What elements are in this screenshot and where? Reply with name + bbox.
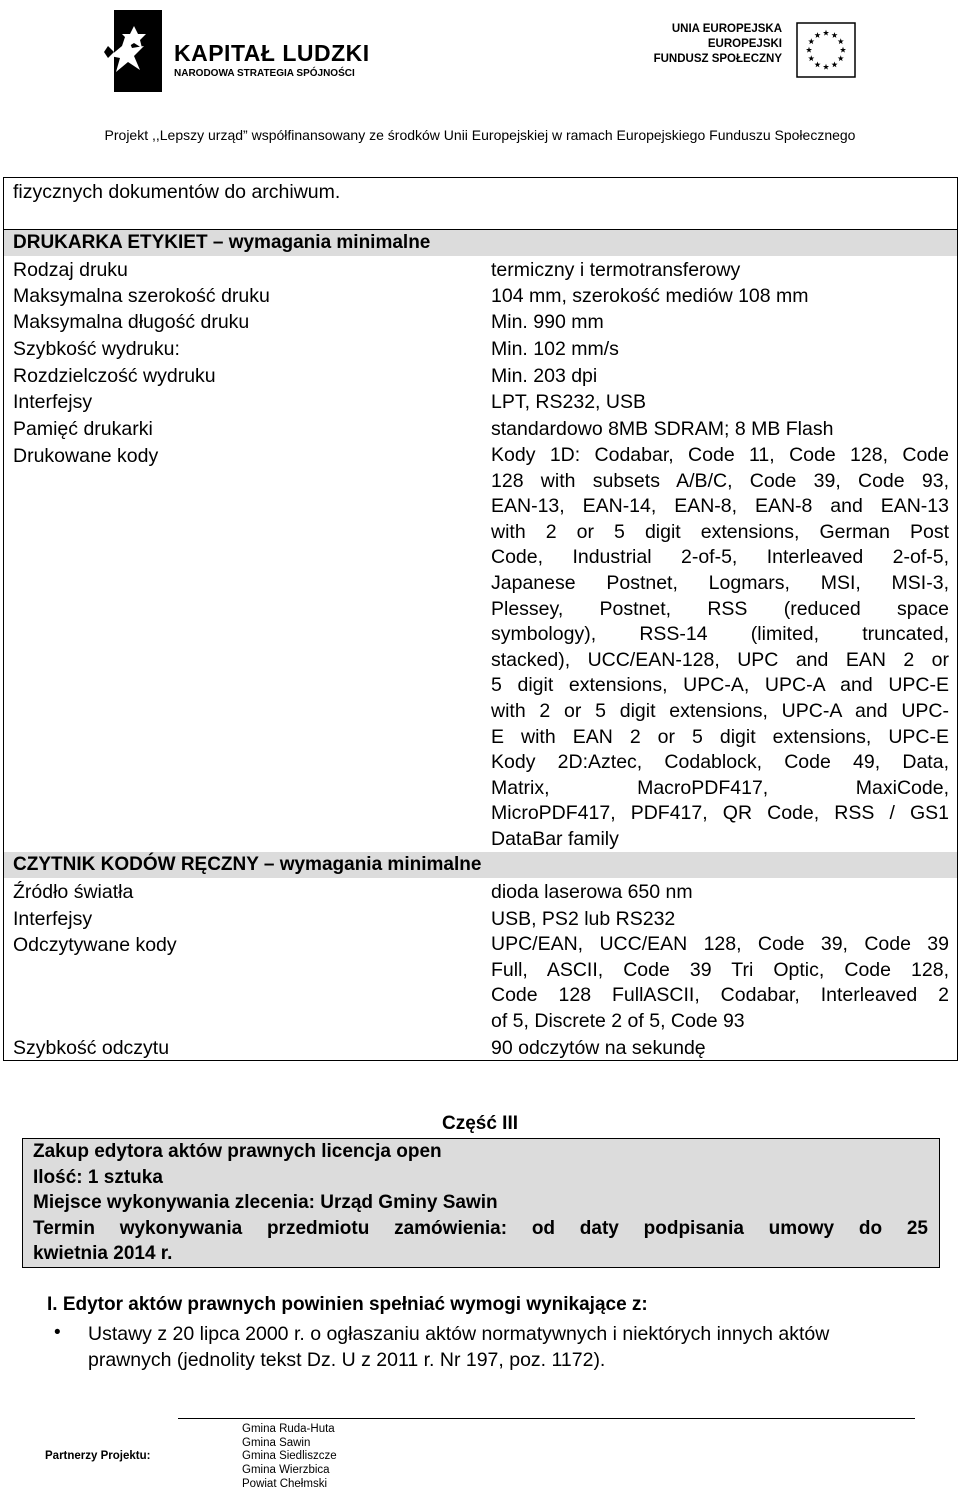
printer-row-label: Maksymalna szerokość druku <box>13 285 270 307</box>
kapital-ludzki-subtitle: NARODOWA STRATEGIA SPÓJNOŚCI <box>174 68 355 79</box>
footer-partner: Gmina Sawin <box>242 1436 311 1449</box>
kapital-ludzki-logo <box>104 6 370 96</box>
printer-row-value: Min. 203 dpi <box>491 365 598 387</box>
printer-row-value: Min. 990 mm <box>491 311 604 333</box>
printer-row-label: Szybkość wydruku: <box>13 338 180 360</box>
specification-table <box>3 177 958 1061</box>
printer-row-label: Maksymalna długość druku <box>13 311 250 333</box>
printer-codes-line: Plessey, Postnet, RSS (reduced space <box>491 597 949 620</box>
part-summary-line: Ilość: 1 sztuka <box>33 1167 163 1188</box>
printer-section-heading: DRUKARKA ETYKIET – wymagania minimalne <box>4 230 957 256</box>
scanner-row-label: Interfejsy <box>13 908 93 930</box>
printer-codes-line: DataBar family <box>491 827 619 850</box>
bullet-icon: • <box>54 1322 61 1343</box>
footer-partner: Powiat Chełmski <box>242 1477 327 1490</box>
eu-logo-text <box>652 22 782 67</box>
scanner-row-value: USB, PS2 lub RS232 <box>491 908 676 930</box>
printer-codes-value <box>491 443 949 853</box>
scanner-codes-line: of 5, Discrete 2 of 5, Code 93 <box>491 1009 745 1032</box>
part-summary-line: Zakup edytora aktów prawnych licencja open <box>33 1141 442 1162</box>
scanner-row-value: dioda laserowa 650 nm <box>491 881 693 903</box>
printer-row-value: termiczny i termotransferowy <box>491 259 741 281</box>
eu-line-1: UNIA EUROPEJSKA <box>671 23 782 35</box>
footer-partners-list <box>242 1423 337 1492</box>
eu-line-2: EUROPEJSKI <box>707 38 782 50</box>
part-summary-line: Termin wykonywania przedmiotu zamówienia: od daty podpisania umowy do 25 <box>33 1218 928 1239</box>
printer-row-value: Min. 102 mm/s <box>491 338 619 360</box>
scanner-codes-value <box>491 932 949 1034</box>
printer-codes-line: 128 with subsets A/B/C, Code 39, Code 93, <box>491 469 949 492</box>
printer-codes-line: stacked), UCC/EAN-128, UPC and EAN 2 or <box>491 648 949 671</box>
eu-flag-icon <box>796 22 856 78</box>
printer-codes-line: Matrix, MacroPDF417, MaxiCode, <box>491 776 949 799</box>
printer-row-label: Rodzaj druku <box>13 259 128 281</box>
page-header <box>0 0 960 150</box>
scanner-speed-label: Szybkość odczytu <box>13 1037 170 1059</box>
kapital-ludzki-emblem-icon <box>104 6 164 94</box>
footer-partner: Gmina Wierzbica <box>242 1464 330 1477</box>
printer-row-label: Interfejsy <box>13 391 93 413</box>
printer-codes-line: Kody 2D:Aztec, Codablock, Code 49, Data, <box>491 751 949 774</box>
printer-codes-line: with 2 or 5 digit extensions, UPC-A and UPC- <box>491 699 949 722</box>
eu-logo <box>652 22 857 80</box>
printer-codes-line: Kody 1D: Codabar, Code 11, Code 128, Code <box>491 444 949 466</box>
scanner-row-label: Źródło światła <box>13 881 134 903</box>
printer-row-value: standardowo 8MB SDRAM; 8 MB Flash <box>491 418 834 440</box>
footer-partners-label: Partnerzy Projektu: <box>45 1450 151 1462</box>
part-title: Część III <box>441 1113 519 1134</box>
printer-codes-line: 5 digit extensions, UPC-A, UPC-A and UPC-E <box>491 674 949 697</box>
footer-partner: Gmina Siedliszcze <box>242 1450 337 1463</box>
requirements-heading: I. Edytor aktów prawnych powinien spełniać wymogi wynikające z: <box>47 1294 648 1315</box>
printer-codes-line: EAN-13, EAN-14, EAN-8, EAN-8 and EAN-13 <box>491 495 949 518</box>
scanner-codes-line: UPC/EAN, UCC/EAN 128, Code 39, Code 39 <box>491 933 949 955</box>
project-line: Projekt ,,Lepszy urząd” współfinansowany ze środków Unii Europejskiej w ramach Europejskiego Funduszu Społecznego <box>104 127 856 143</box>
kapital-ludzki-title: KAPITAŁ LUDZKI <box>174 40 370 66</box>
printer-codes-line: Japanese Postnet, Logmars, MSI, MSI-3, <box>491 571 949 594</box>
eu-line-3: FUNDUSZ SPOŁECZNY <box>653 53 782 65</box>
printer-codes-line: MicroPDF417, PDF417, QR Code, RSS / GS1 <box>491 802 949 825</box>
printer-codes-line: symbology), RSS-14 (limited, truncated, <box>491 623 949 646</box>
printer-row-value: 104 mm, szerokość mediów 108 mm <box>491 285 809 307</box>
part-summary-line: Miejsce wykonywania zlecenia: Urząd Gminy Sawin <box>33 1192 498 1213</box>
printer-codes-line: Code, Industrial 2-of-5, Interleaved 2-of-5, <box>491 546 949 569</box>
printer-codes-label: Drukowane kody <box>13 445 159 467</box>
printer-codes-line: with 2 or 5 digit extensions, German Post <box>491 520 949 543</box>
scanner-codes-label: Odczytywane kody <box>13 934 177 956</box>
footer-divider <box>178 1418 915 1419</box>
bullet-text-line: Ustawy z 20 lipca 2000 r. o ogłaszaniu aktów normatywnych i niektórych innych aktów <box>88 1323 830 1345</box>
footer-partner: Gmina Ruda-Huta <box>242 1423 335 1435</box>
scanner-speed-value: 90 odczytów na sekundę <box>491 1037 706 1059</box>
printer-row-label: Rozdzielczość wydruku <box>13 365 216 387</box>
intro-text: fizycznych dokumentów do archiwum. <box>13 181 341 203</box>
scanner-section-heading: CZYTNIK KODÓW RĘCZNY – wymagania minimalne <box>4 852 957 878</box>
part-summary-box <box>22 1138 940 1268</box>
printer-row-label: Pamięć drukarki <box>13 418 153 440</box>
printer-row-value: LPT, RS232, USB <box>491 391 646 413</box>
bullet-text-line: prawnych (jednolity tekst Dz. U z 2011 r. Nr 197, poz. 1172). <box>88 1349 606 1371</box>
scanner-codes-line: Code 128 FullASCII, Codabar, Interleaved 2 <box>491 984 949 1007</box>
printer-codes-line: E with EAN 2 or 5 digit extensions, UPC-E <box>491 725 949 748</box>
part-summary-line: kwietnia 2014 r. <box>33 1243 173 1264</box>
scanner-codes-line: Full, ASCII, Code 39 Tri Optic, Code 128, <box>491 958 949 981</box>
